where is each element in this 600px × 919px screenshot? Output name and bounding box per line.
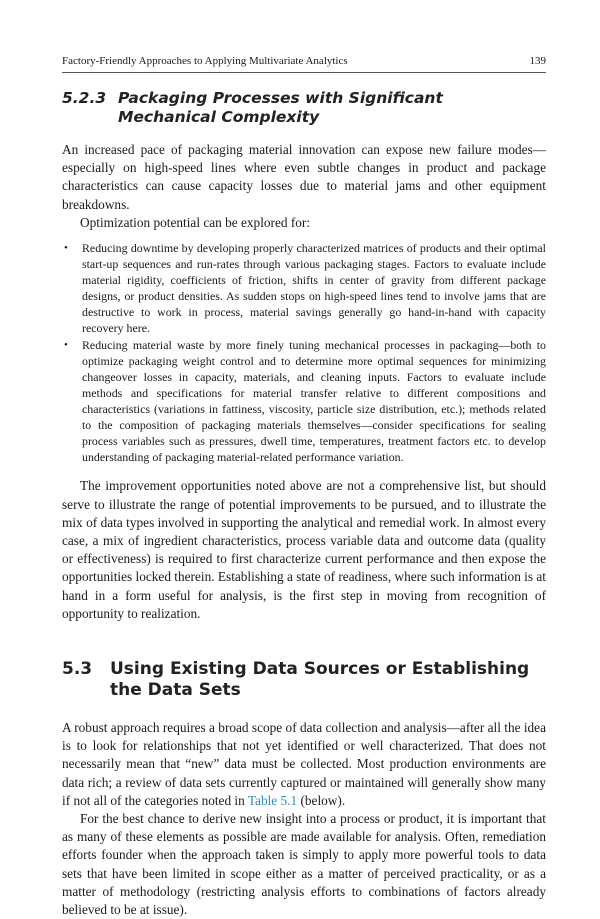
section-title: Using Existing Data Sources or Establishing the Data Sets <box>110 658 530 700</box>
running-head <box>62 55 546 73</box>
section-title: Packaging Processes with Significant Mechanical Complexity <box>118 89 443 126</box>
list-item <box>62 337 546 466</box>
paragraph <box>62 719 546 810</box>
page-number: 139 <box>529 55 546 67</box>
table-5-1-link[interactable]: Table 5.1 <box>247 792 298 808</box>
list-item-text: Reducing material waste by more finely tuning mechanical processes in packaging—both to optimize packaging weight control and to determine more optimal sequences for minimizing changeover losses in capacity, materials, and cleaning inputs. Factors to evaluate include methods and specifications for material transfer relative to different compositions and characteristics (variations in fattiness, viscosity, particle size distribution, etc.); methods related to the composition of packaging materials themselves—consider specifications for sealing process variables such as pressures, dwell time, temperatures, treatment factors etc. to develop understanding of packaging material-related performance variation. <box>82 337 546 465</box>
paragraph-text: (below). <box>297 792 346 808</box>
section-number: 5.3 <box>62 658 93 679</box>
section-heading-5-2-3 <box>62 89 546 127</box>
paragraph: An increased pace of packaging material innovation can expose new failure modes—especially on high-speed lines where even subtle changes in product and package characteristics can cause capacity losses due to material jams and other equipment breakdowns. <box>62 142 546 212</box>
list-item-text: Reducing downtime by developing properly characterized matrices of products and their optimal start-up sequences and run-rates through various packaging stages. Factors to evaluate include material rigidity, coefficients of friction, shifts in center of gravity from different package designs, or product densities. As sudden stops on high-speed lines tend to involve jams that are destructive to work in process, material savings generally go hand-in-hand with capacity recovery here. <box>82 241 546 336</box>
paragraph: The improvement opportunities noted above are not a comprehensive list, but should serve to illustrate the range of potential improvements to be pursued, and to illustrate the mix of data types involved in supporting the analytical and remedial work. In almost every case, a mix of ingredient characteristics, process variable data and outcome data (quality or effectiveness) is required to first characterize current performance and then expose the opportunities locked therein. Establishing a state of readiness, where such information is at hand in a form useful for analysis, is the first step in moving from recognition of opportunity to realization. <box>62 478 546 621</box>
paragraph-text: A robust approach requires a broad scope of data collection and analysis—after all the idea is to look for relationships that not yet identified or well characterized. That does not necessarily mean that “new” data must be collected. Most production environments are data rich; a review of data sets currently captured or maintained will generally show many if not all of the categories noted in <box>62 719 546 808</box>
bullet-icon: • <box>64 242 68 255</box>
list-item <box>62 240 546 337</box>
book-page <box>62 55 546 919</box>
bullet-list <box>62 240 546 465</box>
section-heading-5-3 <box>62 659 546 701</box>
bullet-icon: • <box>64 338 68 351</box>
section-number: 5.2.3 <box>62 89 107 107</box>
paragraph: For the best chance to derive new insight into a process or product, it is important that as many of these elements as possible are made available for analysis. Often, remediation efforts founder when the approach taken is simply to apply more powerful tools to data sets that have been limited in scope either as a matter of perceived practicality, or as a matter of methodology (restricting analysis efforts to combinations of factors already believed to be at issue). <box>62 810 546 917</box>
running-head-title: Factory-Friendly Approaches to Applying Multivariate Analytics <box>62 55 348 67</box>
paragraph: Optimization potential can be explored for: <box>80 214 311 230</box>
